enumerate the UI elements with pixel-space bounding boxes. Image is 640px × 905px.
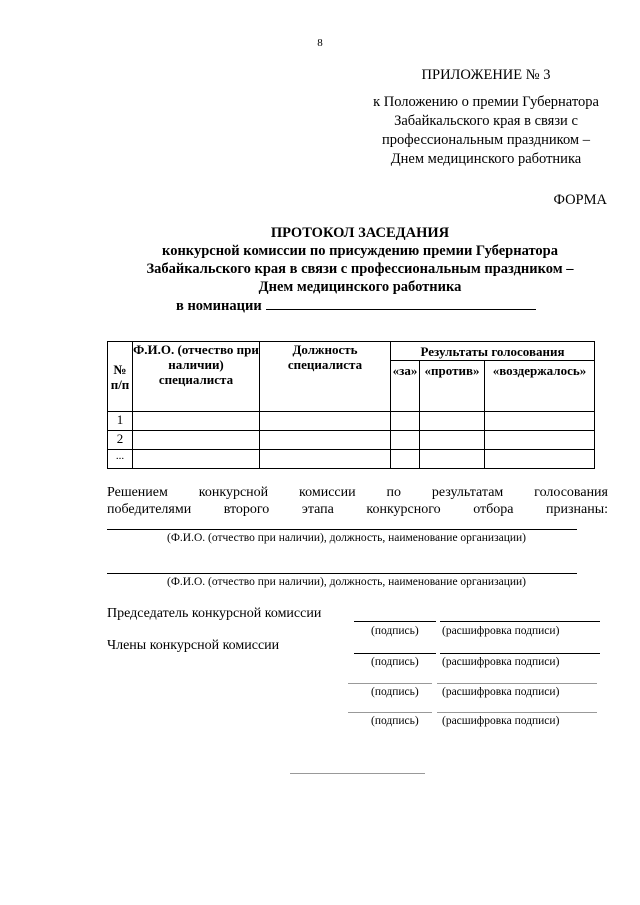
cell-position[interactable]	[260, 412, 391, 431]
member-2-sign-line[interactable]	[348, 683, 432, 684]
member-2-decode-line[interactable]	[437, 683, 597, 684]
decision-word: Решением	[107, 485, 168, 500]
chairman-decode-line[interactable]	[440, 621, 600, 622]
nomination-label: в номинации	[176, 298, 262, 314]
winner-2-line[interactable]	[107, 573, 577, 574]
cell-for[interactable]	[391, 450, 420, 469]
nomination-field[interactable]	[266, 295, 536, 310]
member-3-sign-line[interactable]	[348, 712, 432, 713]
cell-against[interactable]	[420, 431, 485, 450]
appendix-line: Забайкальского края в связи с	[394, 113, 578, 129]
decode-caption: (расшифровка подписи)	[442, 656, 560, 668]
decision-word: этапа	[301, 502, 334, 517]
cell-against[interactable]	[420, 450, 485, 469]
member-3-decode-line[interactable]	[437, 712, 597, 713]
cell-abstain[interactable]	[485, 431, 595, 450]
decision-word: победителями	[107, 502, 192, 517]
row-number: 2	[108, 431, 133, 450]
protocol-title	[60, 224, 640, 296]
appendix-line: к Положению о премии Губернатора	[373, 94, 599, 110]
row-number: ...	[108, 450, 133, 469]
cell-abstain[interactable]	[485, 450, 595, 469]
cell-position[interactable]	[260, 431, 391, 450]
sign-caption: (подпись)	[371, 625, 419, 637]
title-line: Забайкальского края в связи с профессиональным праздником –	[146, 261, 574, 277]
form-label: ФОРМА	[553, 192, 607, 208]
cell-for[interactable]	[391, 412, 420, 431]
cell-fio[interactable]	[133, 450, 260, 469]
header-results: Результаты голосования	[391, 342, 595, 361]
sign-caption: (подпись)	[371, 686, 419, 698]
table-row	[108, 431, 595, 450]
appendix-line: профессиональным праздником –	[382, 132, 590, 148]
sign-caption: (подпись)	[371, 656, 419, 668]
end-divider	[290, 773, 425, 774]
sign-caption: (подпись)	[371, 715, 419, 727]
member-1-sign-line[interactable]	[354, 653, 436, 654]
header-for: «за»	[391, 361, 420, 412]
cell-position[interactable]	[260, 450, 391, 469]
cell-against[interactable]	[420, 412, 485, 431]
winner-2-caption: (Ф.И.О. (отчество при наличии), должность, наименование организации)	[167, 576, 527, 588]
chairman-sign-line[interactable]	[354, 621, 436, 622]
winner-1-caption: (Ф.И.О. (отчество при наличии), должность, наименование организации)	[167, 532, 527, 544]
header-abstain: «воздержалось»	[485, 361, 595, 412]
nomination-row	[176, 295, 536, 315]
decode-caption: (расшифровка подписи)	[442, 686, 560, 698]
members-label: Члены конкурсной комиссии	[107, 638, 280, 653]
cell-for[interactable]	[391, 431, 420, 450]
table-row	[108, 450, 595, 469]
decision-word: отбора	[473, 502, 514, 517]
table-row	[108, 412, 595, 431]
decision-line-2	[107, 502, 608, 518]
decode-caption: (расшифровка подписи)	[442, 715, 560, 727]
voting-table	[107, 341, 595, 469]
decision-word: результатам	[431, 485, 504, 500]
header-position: Должность специалиста	[260, 342, 391, 412]
row-number: 1	[108, 412, 133, 431]
member-1-decode-line[interactable]	[440, 653, 600, 654]
appendix-number: ПРИЛОЖЕНИЕ № 3	[421, 67, 551, 83]
decision-word: голосования	[534, 485, 608, 500]
appendix-text	[360, 93, 612, 169]
cell-abstain[interactable]	[485, 412, 595, 431]
decision-word: признаны:	[545, 502, 608, 517]
header-against: «против»	[420, 361, 485, 412]
title-line: Днем медицинского работника	[258, 279, 462, 295]
decision-word: по	[386, 485, 402, 500]
title-line: конкурсной комиссии по присуждению премии Губернатора	[162, 243, 558, 259]
title-line: ПРОТОКОЛ ЗАСЕДАНИЯ	[270, 225, 450, 241]
decode-caption: (расшифровка подписи)	[442, 625, 560, 637]
page-number: 8	[317, 37, 323, 49]
header-num: № п/п	[108, 342, 133, 412]
header-fio: Ф.И.О. (отчество при наличии) специалиста	[133, 342, 260, 412]
decision-line-1	[107, 485, 608, 501]
decision-word: конкурсной	[198, 485, 269, 500]
winner-1-line[interactable]	[107, 529, 577, 530]
chairman-label: Председатель конкурсной комиссии	[107, 606, 322, 621]
decision-word: комиссии	[299, 485, 356, 500]
appendix-line: Днем медицинского работника	[390, 151, 582, 167]
decision-word: конкурсного	[366, 502, 441, 517]
decision-word: второго	[223, 502, 270, 517]
cell-fio[interactable]	[133, 412, 260, 431]
cell-fio[interactable]	[133, 431, 260, 450]
